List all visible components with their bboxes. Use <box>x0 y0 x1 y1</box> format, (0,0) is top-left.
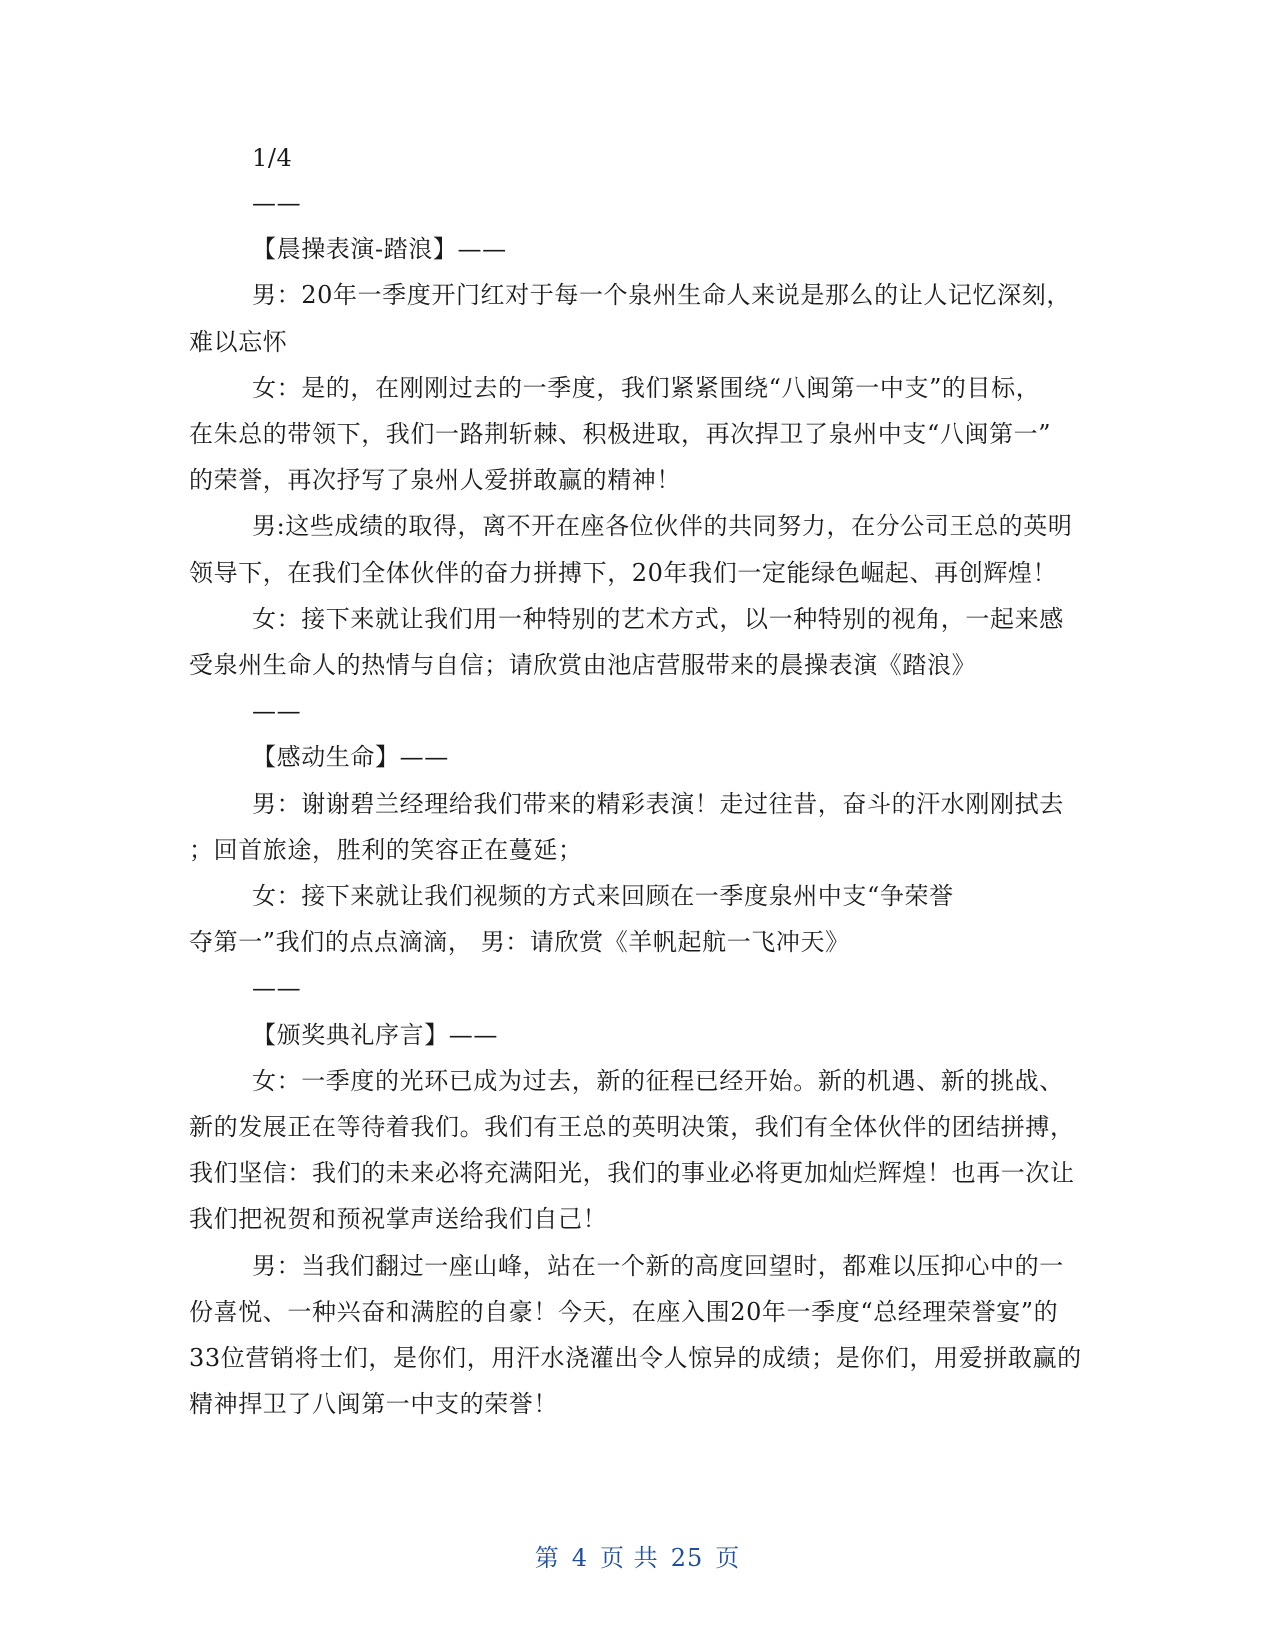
paragraph-line: 男：20年一季度开门红对于每一个泉州生命人来说是那么的让人记忆深刻， <box>252 281 1071 309</box>
paragraph-line: 女：接下来就让我们用一种特别的艺术方式，以一种特别的视角，一起来感 <box>252 605 1064 633</box>
separator-dash: —— <box>252 974 302 1002</box>
section-heading-touching-life: 【感动生命】—— <box>252 743 449 771</box>
paragraph-line: 男：谢谢碧兰经理给我们带来的精彩表演！走过往昔，奋斗的汗水刚刚拭去 <box>252 790 1064 818</box>
section-heading-morning-exercise: 【晨操表演-踏浪】—— <box>252 235 507 263</box>
footer-prefix: 第 <box>534 1544 560 1572</box>
paragraph-line: 女：是的，在刚刚过去的一季度，我们紧紧围绕“八闽第一中支”的目标， <box>252 374 1041 402</box>
paragraph-line: 男:这些成绩的取得，离不开在座各位伙伴的共同努力，在分公司王总的英明 <box>252 512 1073 540</box>
section-heading-award-preface: 【颁奖典礼序言】—— <box>252 1021 498 1049</box>
page-marker: 1/4 <box>252 144 293 172</box>
paragraph-line: 新的发展正在等待着我们。我们有王总的英明决策，我们有全体伙伴的团结拼搏， <box>189 1113 1075 1141</box>
footer-middle: 页 共 <box>600 1544 659 1572</box>
footer-current-page: 4 <box>571 1544 589 1572</box>
footer-suffix: 页 <box>715 1544 741 1572</box>
paragraph-line: 我们把祝贺和预祝掌声送给我们自己！ <box>189 1205 608 1233</box>
paragraph-line: 夺第一”我们的点点滴滴， 男：请欣赏《羊帆起航一飞冲天》 <box>189 928 850 956</box>
paragraph-line: 33位营销将士们，是你们，用汗水浇灌出令人惊异的成绩；是你们，用爱拼敢赢的 <box>189 1344 1082 1372</box>
paragraph-line: 男：当我们翻过一座山峰，站在一个新的高度回望时，都难以压抑心中的一 <box>252 1252 1064 1280</box>
page-footer <box>0 1543 1275 1573</box>
paragraph-line: 受泉州生命人的热情与自信；请欣赏由池店营服带来的晨操表演《踏浪》 <box>189 651 977 679</box>
paragraph-line: 份喜悦、一种兴奋和满腔的自豪！今天，在座入围20年一季度“总经理荣誉宴”的 <box>189 1298 1059 1326</box>
paragraph-line: 领导下，在我们全体伙伴的奋力拼搏下，20年我们一定能绿色崛起、再创辉煌！ <box>189 559 1058 587</box>
paragraph-line: 难以忘怀 <box>189 328 288 356</box>
footer-total-pages: 25 <box>670 1544 704 1572</box>
paragraph-line: 女：一季度的光环已成为过去，新的征程已经开始。新的机遇、新的挑战、 <box>252 1067 1064 1095</box>
paragraph-line: 女：接下来就让我们视频的方式来回顾在一季度泉州中支“争荣誉 <box>252 882 954 910</box>
paragraph-line: ；回首旅途，胜利的笑容正在蔓延； <box>189 836 583 864</box>
paragraph-line: 精神捍卫了八闽第一中支的荣誉！ <box>189 1390 558 1418</box>
separator-dash: —— <box>252 189 302 217</box>
paragraph-line: 在朱总的带领下，我们一路荆斩棘、积极进取，再次捍卫了泉州中支“八闽第一” <box>189 420 1052 448</box>
paragraph-line: 我们坚信：我们的未来必将充满阳光，我们的事业必将更加灿烂辉煌！也再一次让 <box>189 1159 1075 1187</box>
separator-dash: —— <box>252 697 302 725</box>
paragraph-line: 的荣誉，再次抒写了泉州人爱拼敢赢的精神！ <box>189 466 681 494</box>
